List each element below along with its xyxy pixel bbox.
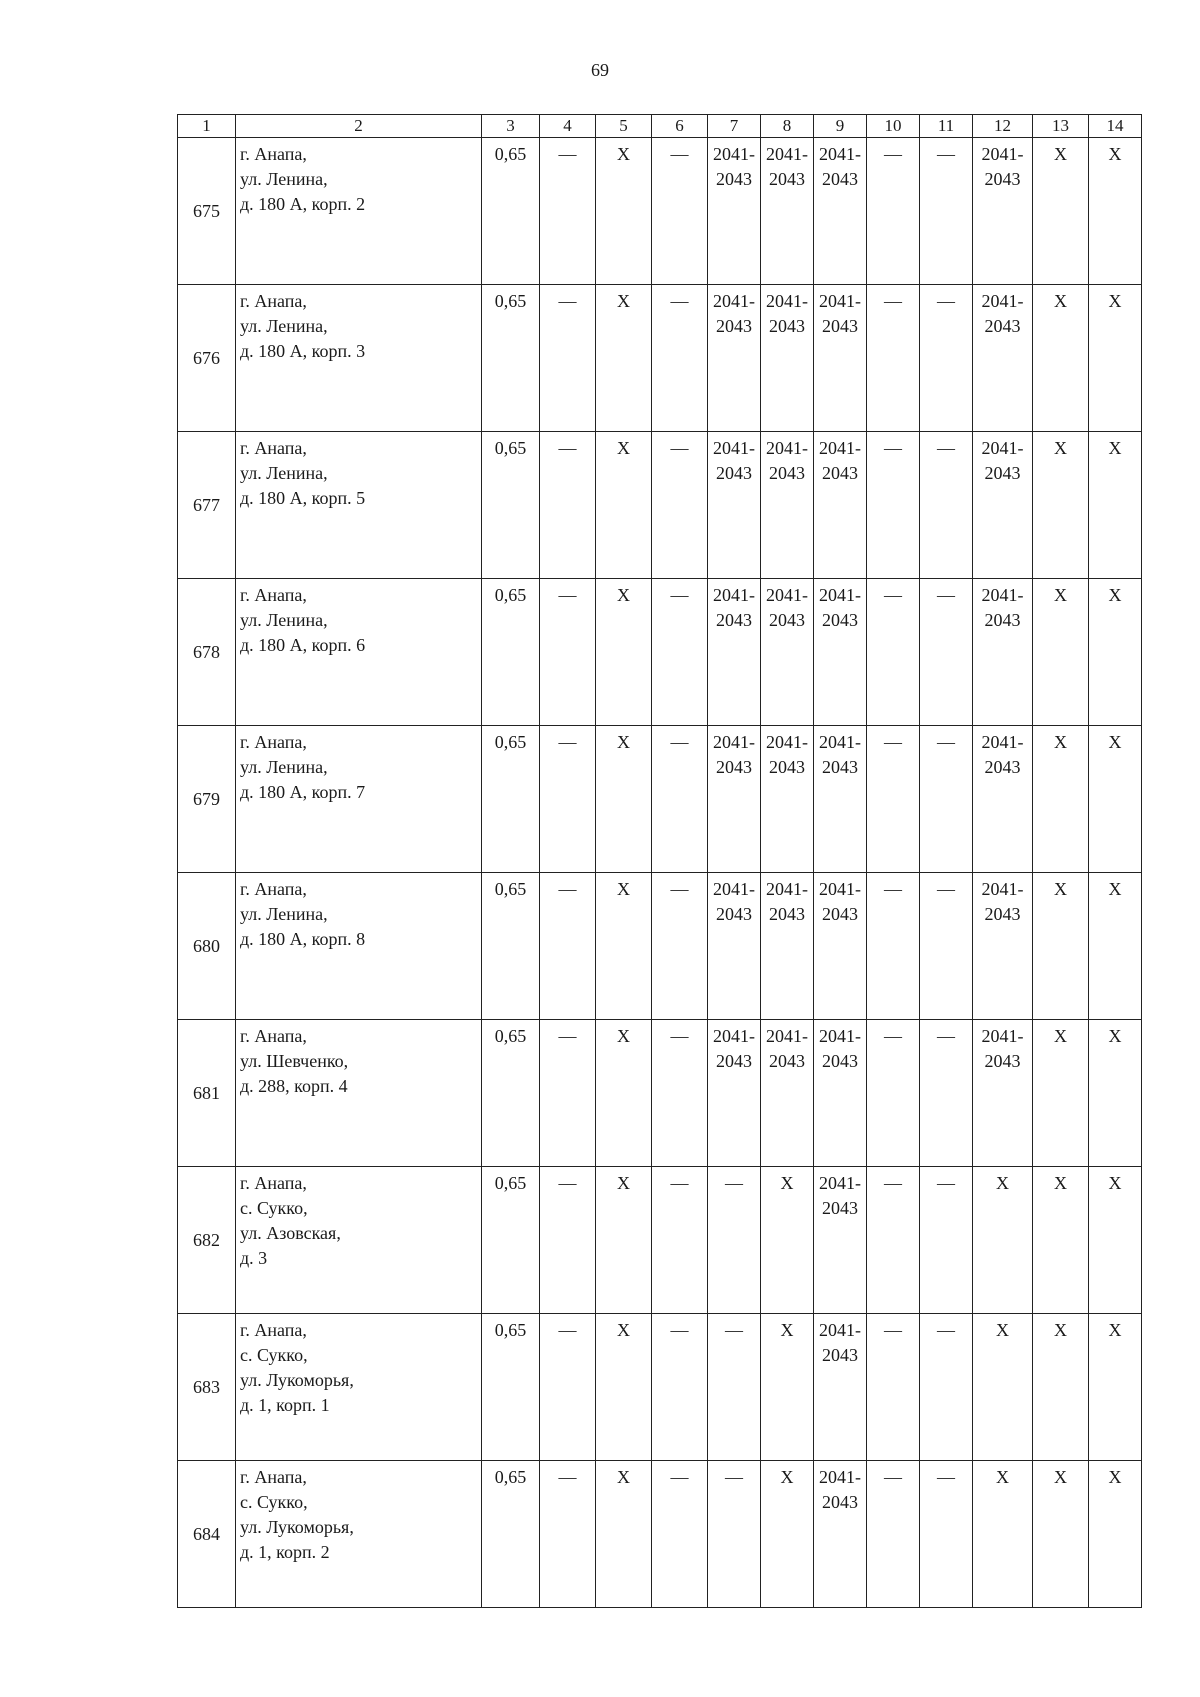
value-cell: — — [920, 1167, 973, 1314]
value-cell: Х — [596, 726, 652, 873]
value-cell — [708, 285, 761, 432]
value-cell: — — [540, 579, 596, 726]
cell-line: 2043 — [716, 169, 752, 189]
value-cell: — — [867, 1167, 920, 1314]
cell-line: 2041- — [819, 1026, 861, 1046]
value-cell: — — [867, 579, 920, 726]
column-header: 10 — [867, 115, 920, 138]
value-cell: — — [867, 432, 920, 579]
value-cell — [814, 873, 867, 1020]
cell-line: 2043 — [716, 316, 752, 336]
cell-line: 2043 — [769, 610, 805, 630]
cell-line: 2041- — [766, 585, 808, 605]
value-cell: Х — [1033, 726, 1089, 873]
value-cell: — — [652, 1020, 708, 1167]
value-cell: Х — [596, 1020, 652, 1167]
cell-line: 2043 — [822, 169, 858, 189]
address-line: г. Анапа, — [240, 1173, 307, 1193]
value-cell: — — [708, 1314, 761, 1461]
address-line: д. 180 А, корп. 8 — [240, 929, 366, 949]
value-cell — [814, 285, 867, 432]
cell-line: 2043 — [984, 610, 1021, 630]
address-line: г. Анапа, — [240, 732, 307, 752]
cell-line: 2041- — [981, 438, 1024, 458]
value-cell: — — [540, 873, 596, 1020]
value-cell: Х — [1033, 1461, 1089, 1608]
address-line: ул. Ленина, — [240, 610, 328, 630]
row-number: 675 — [178, 138, 236, 285]
value-cell: 0,65 — [482, 1020, 540, 1167]
value-cell: Х — [1033, 1167, 1089, 1314]
cell-line: 2043 — [769, 1051, 805, 1071]
value-cell: 0,65 — [482, 873, 540, 1020]
cell-line: 2041- — [713, 585, 755, 605]
value-cell: Х — [1033, 138, 1089, 285]
value-cell: 0,65 — [482, 1461, 540, 1608]
cell-line: 2041- — [713, 438, 755, 458]
row-number: 678 — [178, 579, 236, 726]
row-number: 683 — [178, 1314, 236, 1461]
value-cell — [761, 579, 814, 726]
value-cell — [814, 1020, 867, 1167]
cell-line: 2043 — [716, 1051, 752, 1071]
address-line: г. Анапа, — [240, 585, 307, 605]
address-line: г. Анапа, — [240, 438, 307, 458]
value-cell: — — [540, 1167, 596, 1314]
cell-line: 2041- — [819, 1467, 861, 1487]
value-cell: Х — [1089, 579, 1142, 726]
cell-line: 2041- — [713, 732, 755, 752]
value-cell: Х — [596, 1461, 652, 1608]
cell-line: 2041- — [981, 1026, 1024, 1046]
table-row — [178, 1461, 1142, 1608]
value-cell — [814, 1314, 867, 1461]
address-line: ул. Азовская, — [240, 1223, 341, 1243]
cell-line: 2041- — [713, 1026, 755, 1046]
value-cell: Х — [761, 1167, 814, 1314]
address-line: ул. Ленина, — [240, 904, 328, 924]
cell-line: 2041- — [981, 732, 1024, 752]
value-cell: — — [652, 1314, 708, 1461]
column-header: 12 — [973, 115, 1033, 138]
address-line: д. 180 А, корп. 7 — [240, 782, 366, 802]
address-line: г. Анапа, — [240, 1320, 307, 1340]
value-cell — [761, 285, 814, 432]
address-line: д. 1, корп. 2 — [240, 1542, 330, 1562]
value-cell: Х — [1033, 873, 1089, 1020]
value-cell: — — [867, 1314, 920, 1461]
value-cell — [973, 873, 1033, 1020]
cell-line: 2041- — [713, 879, 755, 899]
cell-line: 2043 — [822, 316, 858, 336]
cell-line: 2043 — [822, 1051, 858, 1071]
address-line: г. Анапа, — [240, 144, 307, 164]
column-header: 5 — [596, 115, 652, 138]
value-cell: — — [867, 726, 920, 873]
value-cell — [973, 138, 1033, 285]
value-cell: — — [867, 285, 920, 432]
value-cell: 0,65 — [482, 726, 540, 873]
address-line: ул. Ленина, — [240, 757, 328, 777]
address-line: д. 180 А, корп. 5 — [240, 488, 366, 508]
value-cell — [814, 579, 867, 726]
value-cell: — — [540, 1020, 596, 1167]
value-cell: — — [920, 1461, 973, 1608]
value-cell: — — [920, 138, 973, 285]
address-cell — [236, 1167, 482, 1314]
value-cell — [761, 873, 814, 1020]
value-cell: — — [920, 579, 973, 726]
value-cell: Х — [596, 138, 652, 285]
value-cell — [814, 432, 867, 579]
cell-line: 2043 — [984, 463, 1021, 483]
value-cell: — — [540, 138, 596, 285]
table-row — [178, 285, 1142, 432]
address-cell — [236, 1020, 482, 1167]
row-number: 681 — [178, 1020, 236, 1167]
value-cell: — — [920, 285, 973, 432]
value-cell: Х — [1033, 432, 1089, 579]
address-line: ул. Лукоморья, — [240, 1517, 354, 1537]
cell-line: 2043 — [822, 1198, 858, 1218]
value-cell: — — [920, 1314, 973, 1461]
cell-line: 2041- — [819, 1173, 861, 1193]
value-cell: — — [540, 726, 596, 873]
row-number: 676 — [178, 285, 236, 432]
cell-line: 2041- — [981, 291, 1024, 311]
value-cell: Х — [1089, 432, 1142, 579]
cell-line: 2041- — [819, 1320, 861, 1340]
value-cell — [973, 432, 1033, 579]
value-cell: — — [652, 1461, 708, 1608]
value-cell — [973, 726, 1033, 873]
value-cell — [814, 1461, 867, 1608]
address-line: с. Сукко, — [240, 1198, 308, 1218]
cell-line: 2043 — [822, 904, 858, 924]
value-cell: 0,65 — [482, 579, 540, 726]
value-cell: 0,65 — [482, 432, 540, 579]
value-cell: — — [652, 726, 708, 873]
value-cell: Х — [973, 1461, 1033, 1608]
address-line: г. Анапа, — [240, 1467, 307, 1487]
header-row — [178, 115, 1142, 138]
cell-line: 2041- — [766, 291, 808, 311]
housing-table — [177, 114, 1142, 1608]
cell-line: 2041- — [713, 291, 755, 311]
value-cell: Х — [1089, 873, 1142, 1020]
value-cell: Х — [596, 432, 652, 579]
value-cell — [761, 1020, 814, 1167]
cell-line: 2043 — [984, 757, 1021, 777]
value-cell: Х — [1089, 1167, 1142, 1314]
value-cell — [814, 138, 867, 285]
value-cell: Х — [596, 1314, 652, 1461]
value-cell: — — [708, 1461, 761, 1608]
value-cell: — — [540, 432, 596, 579]
cell-line: 2043 — [769, 757, 805, 777]
table-row — [178, 873, 1142, 1020]
value-cell: Х — [973, 1314, 1033, 1461]
column-header: 8 — [761, 115, 814, 138]
value-cell: — — [652, 1167, 708, 1314]
cell-line: 2041- — [713, 144, 755, 164]
address-line: г. Анапа, — [240, 879, 307, 899]
value-cell: Х — [596, 873, 652, 1020]
cell-line: 2041- — [981, 144, 1024, 164]
cell-line: 2043 — [822, 463, 858, 483]
row-number: 679 — [178, 726, 236, 873]
value-cell: — — [867, 138, 920, 285]
cell-line: 2043 — [769, 463, 805, 483]
cell-line: 2043 — [984, 904, 1021, 924]
column-header: 13 — [1033, 115, 1089, 138]
column-header: 9 — [814, 115, 867, 138]
value-cell: Х — [973, 1167, 1033, 1314]
cell-line: 2043 — [769, 169, 805, 189]
page-number: 69 — [591, 60, 609, 80]
address-line: г. Анапа, — [240, 1026, 307, 1046]
row-number: 677 — [178, 432, 236, 579]
value-cell: — — [652, 432, 708, 579]
value-cell — [708, 726, 761, 873]
value-cell: — — [708, 1167, 761, 1314]
column-header: 11 — [920, 115, 973, 138]
address-cell — [236, 726, 482, 873]
value-cell — [973, 579, 1033, 726]
address-line: ул. Ленина, — [240, 316, 328, 336]
address-line: ул. Ленина, — [240, 463, 328, 483]
address-line: ул. Лукоморья, — [240, 1370, 354, 1390]
cell-line: 2043 — [822, 757, 858, 777]
value-cell — [708, 1020, 761, 1167]
value-cell: Х — [1089, 1020, 1142, 1167]
value-cell — [814, 726, 867, 873]
cell-line: 2041- — [981, 879, 1024, 899]
value-cell — [761, 726, 814, 873]
address-cell — [236, 432, 482, 579]
address-line: д. 3 — [240, 1248, 268, 1268]
cell-line: 2043 — [716, 610, 752, 630]
value-cell: — — [920, 432, 973, 579]
value-cell: Х — [596, 579, 652, 726]
table-row — [178, 579, 1142, 726]
cell-line: 2041- — [766, 438, 808, 458]
value-cell: — — [652, 579, 708, 726]
cell-line: 2043 — [769, 904, 805, 924]
value-cell: Х — [1033, 1314, 1089, 1461]
address-line: г. Анапа, — [240, 291, 307, 311]
address-line: с. Сукко, — [240, 1492, 308, 1512]
value-cell: — — [920, 726, 973, 873]
value-cell: 0,65 — [482, 1167, 540, 1314]
table-row — [178, 432, 1142, 579]
address-cell — [236, 138, 482, 285]
column-header: 6 — [652, 115, 708, 138]
value-cell — [708, 432, 761, 579]
address-line: д. 180 А, корп. 2 — [240, 194, 366, 214]
value-cell: Х — [596, 285, 652, 432]
cell-line: 2041- — [819, 438, 861, 458]
row-number: 684 — [178, 1461, 236, 1608]
cell-line: 2041- — [819, 585, 861, 605]
value-cell: Х — [761, 1461, 814, 1608]
value-cell: — — [920, 873, 973, 1020]
column-header: 3 — [482, 115, 540, 138]
cell-line: 2041- — [981, 585, 1024, 605]
value-cell — [761, 432, 814, 579]
value-cell — [708, 138, 761, 285]
address-line: д. 180 А, корп. 3 — [240, 341, 366, 361]
cell-line: 2043 — [716, 757, 752, 777]
column-header: 4 — [540, 115, 596, 138]
value-cell: — — [540, 1461, 596, 1608]
value-cell: — — [867, 1461, 920, 1608]
table-row — [178, 138, 1142, 285]
value-cell — [973, 285, 1033, 432]
value-cell — [708, 873, 761, 1020]
cell-line: 2041- — [766, 879, 808, 899]
value-cell: — — [867, 873, 920, 1020]
value-cell: Х — [1033, 1020, 1089, 1167]
cell-line: 2041- — [766, 1026, 808, 1046]
address-cell — [236, 1314, 482, 1461]
cell-line: 2043 — [984, 169, 1021, 189]
address-line: ул. Ленина, — [240, 169, 328, 189]
table-row — [178, 1020, 1142, 1167]
column-header: 1 — [178, 115, 236, 138]
cell-line: 2043 — [822, 1492, 858, 1512]
value-cell: Х — [1033, 285, 1089, 432]
cell-line: 2041- — [819, 732, 861, 752]
value-cell: Х — [1089, 726, 1142, 873]
cell-line: 2043 — [769, 316, 805, 336]
cell-line: 2041- — [819, 291, 861, 311]
value-cell: Х — [1089, 1461, 1142, 1608]
address-line: д. 180 А, корп. 6 — [240, 635, 366, 655]
cell-line: 2043 — [716, 904, 752, 924]
cell-line: 2041- — [766, 732, 808, 752]
value-cell: — — [920, 1020, 973, 1167]
value-cell: — — [652, 873, 708, 1020]
address-line: д. 288, корп. 4 — [240, 1076, 348, 1096]
value-cell: Х — [1089, 1314, 1142, 1461]
cell-line: 2043 — [984, 1051, 1021, 1071]
value-cell: Х — [596, 1167, 652, 1314]
value-cell: — — [652, 285, 708, 432]
cell-line: 2043 — [716, 463, 752, 483]
value-cell: Х — [1089, 138, 1142, 285]
address-cell — [236, 1461, 482, 1608]
column-header: 2 — [236, 115, 482, 138]
value-cell — [708, 579, 761, 726]
value-cell — [973, 1020, 1033, 1167]
column-header: 7 — [708, 115, 761, 138]
table-row — [178, 1314, 1142, 1461]
cell-line: 2041- — [766, 144, 808, 164]
value-cell: — — [867, 1020, 920, 1167]
address-cell — [236, 579, 482, 726]
value-cell: 0,65 — [482, 1314, 540, 1461]
address-cell — [236, 285, 482, 432]
value-cell — [814, 1167, 867, 1314]
cell-line: 2043 — [822, 1345, 858, 1365]
value-cell: 0,65 — [482, 138, 540, 285]
value-cell — [761, 138, 814, 285]
cell-line: 2043 — [822, 610, 858, 630]
value-cell: Х — [761, 1314, 814, 1461]
value-cell: Х — [1089, 285, 1142, 432]
address-line: с. Сукко, — [240, 1345, 308, 1365]
row-number: 680 — [178, 873, 236, 1020]
address-cell — [236, 873, 482, 1020]
table-row — [178, 1167, 1142, 1314]
address-line: ул. Шевченко, — [240, 1051, 349, 1071]
value-cell: — — [540, 285, 596, 432]
cell-line: 2043 — [984, 316, 1021, 336]
address-line: д. 1, корп. 1 — [240, 1395, 330, 1415]
column-header: 14 — [1089, 115, 1142, 138]
value-cell: — — [652, 138, 708, 285]
row-number: 682 — [178, 1167, 236, 1314]
table-row — [178, 726, 1142, 873]
value-cell: — — [540, 1314, 596, 1461]
value-cell: Х — [1033, 579, 1089, 726]
cell-line: 2041- — [819, 144, 861, 164]
value-cell: 0,65 — [482, 285, 540, 432]
cell-line: 2041- — [819, 879, 861, 899]
